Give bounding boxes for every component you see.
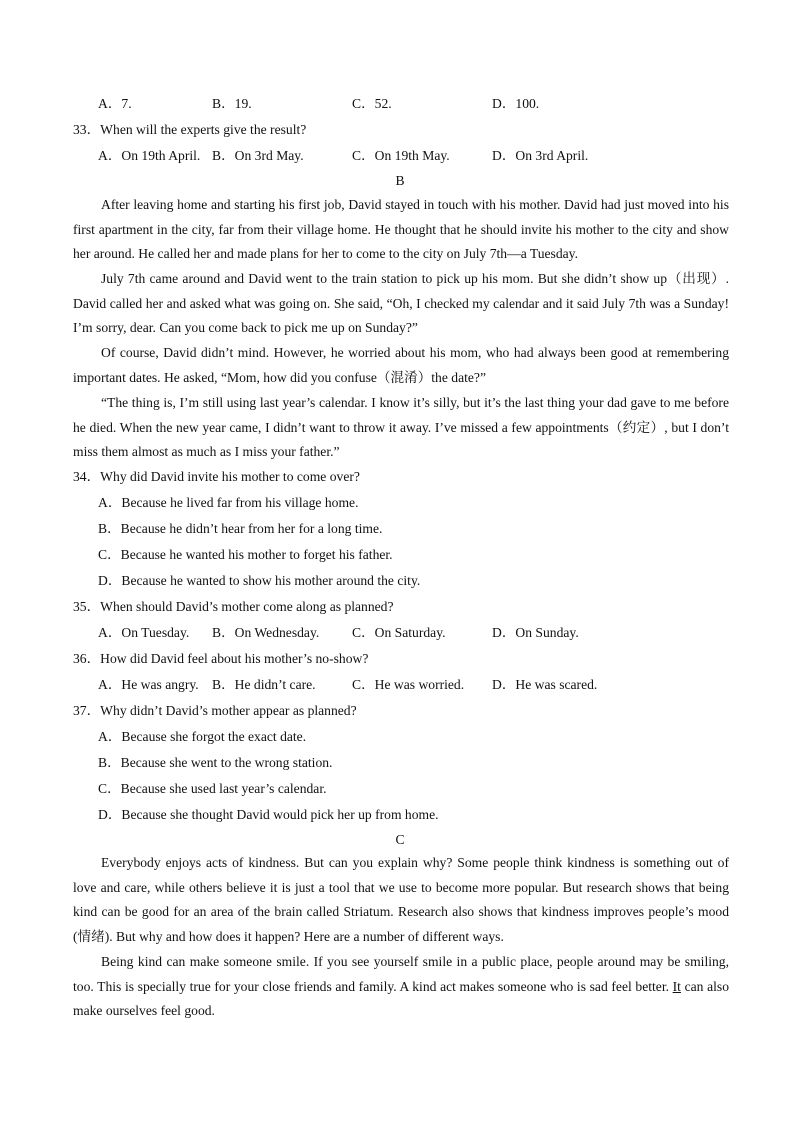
option-d: D．Because she thought David would pick her up from home. bbox=[98, 807, 439, 822]
option-a: A．Because she forgot the exact date. bbox=[98, 729, 307, 744]
option-b: B．On Wednesday. bbox=[212, 625, 320, 640]
passage-paragraph bbox=[73, 950, 729, 1024]
option-c: C．Because he wanted his mother to forget his father. bbox=[98, 547, 393, 562]
option-d: D．100. bbox=[492, 96, 540, 111]
underlined-word: It bbox=[672, 978, 681, 994]
question-34: 34．Why did David invite his mother to come over? bbox=[73, 469, 360, 484]
option-b: B．Because he didn’t hear from her for a long time. bbox=[98, 521, 383, 536]
question-36: 36．How did David feel about his mother’s no-show? bbox=[73, 651, 369, 666]
option-a: A．Because he lived far from his village home. bbox=[98, 495, 359, 510]
paragraph-text: Being kind can make someone smile. If you see yourself smile in a public place, people around may be smiling, too. This is specially true for your close friends and family. A kind act makes someone who is sad feel better. bbox=[73, 954, 729, 994]
paragraph-text: can also make ourselves feel good. bbox=[73, 978, 729, 1019]
section-b-heading: B bbox=[395, 173, 405, 188]
section-c-heading: C bbox=[395, 832, 405, 847]
option-c: C．Because she used last year’s calendar. bbox=[98, 781, 327, 796]
option-d: D．On 3rd April. bbox=[492, 148, 589, 163]
option-b: B．19. bbox=[212, 96, 252, 111]
question-37: 37．Why didn’t David’s mother appear as planned? bbox=[73, 703, 357, 718]
option-a: A．On 19th April. bbox=[98, 148, 201, 163]
option-a: A．He was angry. bbox=[98, 677, 199, 692]
option-a: A．7. bbox=[98, 96, 132, 111]
option-b: B．On 3rd May. bbox=[212, 148, 304, 163]
question-35: 35．When should David’s mother come along as planned? bbox=[73, 599, 394, 614]
passage-paragraph: “The thing is, I’m still using last year’s calendar. I know it’s silly, but it’s the last thing your dad gave to me before he died. When the new year came, I didn’t want to throw it away. I’ve missed a few appointments（约定）, but I don’t miss them almost as much as I miss your father.” bbox=[73, 395, 729, 460]
option-a: A．On Tuesday. bbox=[98, 625, 190, 640]
option-c: C．52. bbox=[352, 96, 392, 111]
option-d: D．Because he wanted to show his mother around the city. bbox=[98, 573, 421, 588]
passage-paragraph: Everybody enjoys acts of kindness. But can you explain why? Some people think kindness is something out of love and care, while others believe it is just a tool that we use to become more popular. But research shows that being kind can be good for an area of the brain called Striatum. Research also shows that kindness improves people’s mood (情绪). But why and how does it happen? Here are a number of different ways. bbox=[73, 855, 729, 945]
passage-paragraph: July 7th came around and David went to the train station to pick up his mom. But she didn’t show up（出现）. David called her and asked what was going on. She said, “Oh, I checked my calendar and it said July 7th was a Sunday! I’m sorry, dear. Can you come back to pick me up on Sunday?” bbox=[73, 271, 729, 336]
option-c: C．On 19th May. bbox=[352, 148, 450, 163]
option-c: C．On Saturday. bbox=[352, 625, 446, 640]
passage-paragraph: Of course, David didn’t mind. However, he worried about his mom, who had always been good at remembering important dates. He asked, “Mom, how did you confuse（混淆）the date?” bbox=[73, 345, 729, 385]
option-b: B．He didn’t care. bbox=[212, 677, 316, 692]
passage-paragraph: After leaving home and starting his first job, David stayed in touch with his mother. David had just moved into his first apartment in the city, far from their village home. He thought that he should invite his mother to the city and show her around. He called her and made plans for her to come to the city on July 7th—a Tuesday. bbox=[73, 197, 729, 262]
question-33: 33．When will the experts give the result? bbox=[73, 122, 307, 137]
option-d: D．He was scared. bbox=[492, 677, 598, 692]
option-b: B．Because she went to the wrong station. bbox=[98, 755, 333, 770]
option-c: C．He was worried. bbox=[352, 677, 465, 692]
option-d: D．On Sunday. bbox=[492, 625, 579, 640]
